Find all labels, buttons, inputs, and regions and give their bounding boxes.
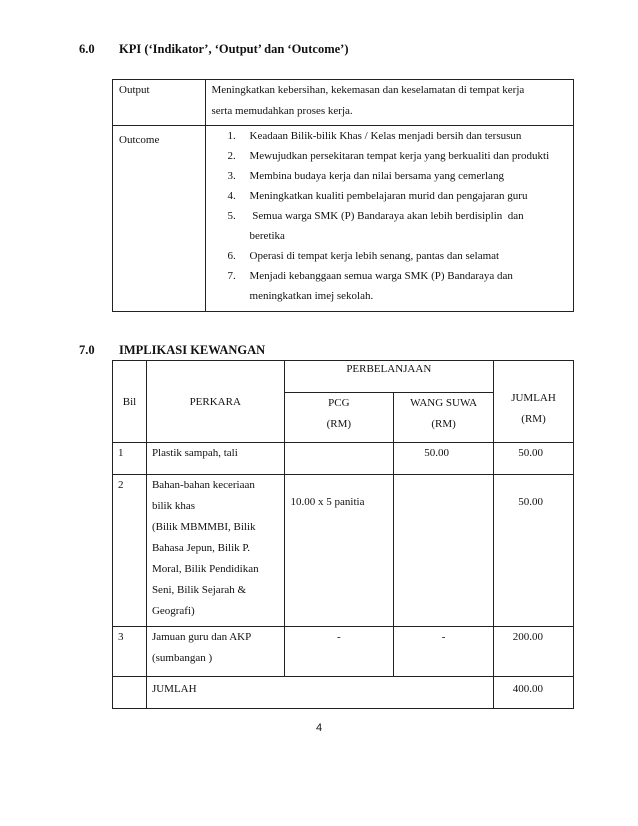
row-wang-suwa: 50.00: [394, 443, 494, 475]
table-row: [113, 627, 574, 677]
total-value: 400.00: [494, 677, 574, 709]
kpi-output-text: [205, 80, 573, 126]
row-jumlah: 200.00: [494, 627, 574, 677]
header-pcg: [284, 393, 394, 443]
row-perkara-line: Moral, Bilik Pendidikan: [151, 563, 259, 575]
header-pcg-unit: (RM): [326, 418, 352, 430]
row-pcg: 10.00 x 5 panitia: [284, 475, 394, 627]
outcome-item-text: Operasi di tempat kerja lebih senang, pantas dan selamat: [249, 250, 500, 262]
outcome-item-line: beretika: [249, 230, 285, 242]
row-perkara: [146, 475, 284, 627]
row-perkara-line: Bahasa Jepun, Bilik P.: [151, 542, 251, 554]
finance-header-row-1: [113, 361, 574, 393]
header-perkara: PERKARA: [146, 361, 284, 443]
kpi-output-row: [113, 80, 574, 126]
outcome-item-text: Keadaan Bilik-bilik Khas / Kelas menjadi bersih dan tersusun: [249, 130, 522, 142]
table-total-row: [113, 677, 574, 709]
row-pcg: [284, 443, 394, 475]
row-bil: 1: [113, 443, 147, 475]
outcome-item: [228, 246, 567, 266]
page-number: 4: [316, 722, 323, 734]
row-bil: 2: [113, 475, 147, 627]
section-7-title: IMPLIKASI KEWANGAN: [119, 343, 266, 357]
row-perkara-line: Bahan-bahan keceriaan: [151, 479, 255, 491]
header-wang-suwa: [394, 393, 494, 443]
row-jumlah: 50.00: [494, 475, 574, 627]
total-label: JUMLAH: [146, 677, 493, 709]
outcome-list: [228, 126, 567, 306]
kpi-output-line: Meningkatkan kebersihan, kekemasan dan keselamatan di tempat kerja: [211, 84, 525, 96]
table-row: [113, 443, 574, 475]
kpi-outcome-row: [113, 126, 574, 312]
outcome-item-text: [250, 266, 567, 306]
header-jumlah-unit: (RM): [521, 412, 546, 425]
row-perkara-line: Seni, Bilik Sejarah &: [151, 584, 247, 596]
outcome-item-number: 1.: [227, 130, 236, 142]
outcome-item-line: meningkatkan imej sekolah.: [249, 290, 374, 302]
section-7-number: 7.0: [79, 343, 95, 357]
outcome-item-number: 5.: [227, 210, 236, 222]
row-wang-suwa: -: [394, 627, 494, 677]
row-perkara-line: bilik khas: [151, 500, 196, 512]
outcome-item-number: 2.: [227, 150, 236, 162]
kpi-outcome-list-cell: [205, 126, 573, 312]
kpi-table: [112, 79, 574, 312]
header-jumlah: [494, 361, 574, 443]
outcome-item: [228, 126, 567, 146]
outcome-item: [228, 146, 567, 166]
row-perkara-line: Jamuan guru dan AKP: [151, 631, 252, 643]
row-perkara: Plastik sampah, tali: [146, 443, 284, 475]
outcome-item-text: [250, 206, 567, 246]
outcome-item-text: Meningkatkan kualiti pembelajaran murid dan pengajaran guru: [249, 190, 528, 202]
total-empty-cell: [113, 677, 147, 709]
outcome-item: [228, 186, 567, 206]
outcome-item-number: 7.: [227, 270, 236, 282]
row-perkara: [146, 627, 284, 677]
outcome-item-text: Mewujudkan persekitaran tempat kerja yang berkualiti dan produkti: [249, 150, 550, 162]
outcome-item-line: Menjadi kebanggaan semua warga SMK (P) Bandaraya dan: [249, 270, 513, 282]
outcome-item-number: 4.: [227, 190, 236, 202]
row-jumlah: 50.00: [494, 443, 574, 475]
row-wang-suwa: [394, 475, 494, 627]
kpi-outcome-label: Outcome: [113, 126, 206, 312]
header-pcg-label: PCG: [328, 397, 350, 409]
outcome-item: [228, 206, 567, 246]
section-6-title: KPI (‘Indikator’, ‘Output’ dan ‘Outcome’): [119, 42, 349, 56]
row-perkara-line: (sumbangan ): [151, 652, 213, 664]
outcome-item: [228, 166, 567, 186]
header-jumlah-label: JUMLAH: [511, 391, 556, 404]
outcome-item-number: 3.: [227, 170, 236, 182]
finance-table: [112, 360, 574, 709]
outcome-item: [228, 266, 567, 306]
outcome-item-text: Membina budaya kerja dan nilai bersama yang cemerlang: [249, 170, 504, 182]
table-row: [113, 475, 574, 627]
header-bil: Bil: [113, 361, 147, 443]
header-wang-suwa-unit: (RM): [431, 418, 456, 430]
row-pcg: -: [284, 627, 394, 677]
section-6-number: 6.0: [79, 42, 95, 56]
kpi-output-label: Output: [113, 80, 206, 126]
header-wang-suwa-label: WANG SUWA: [410, 397, 478, 409]
outcome-item-number: 6.: [227, 250, 236, 262]
outcome-item-line: Semua warga SMK (P) Bandaraya akan lebih berdisiplin dan: [249, 210, 524, 222]
row-perkara-line: Geografi): [151, 605, 195, 617]
header-perbelanjaan: PERBELANJAAN: [284, 361, 494, 393]
kpi-output-line: serta memudahkan proses kerja.: [211, 105, 353, 117]
row-perkara-line: (Bilik MBMMBI, Bilik: [151, 521, 256, 533]
row-bil: 3: [113, 627, 147, 677]
